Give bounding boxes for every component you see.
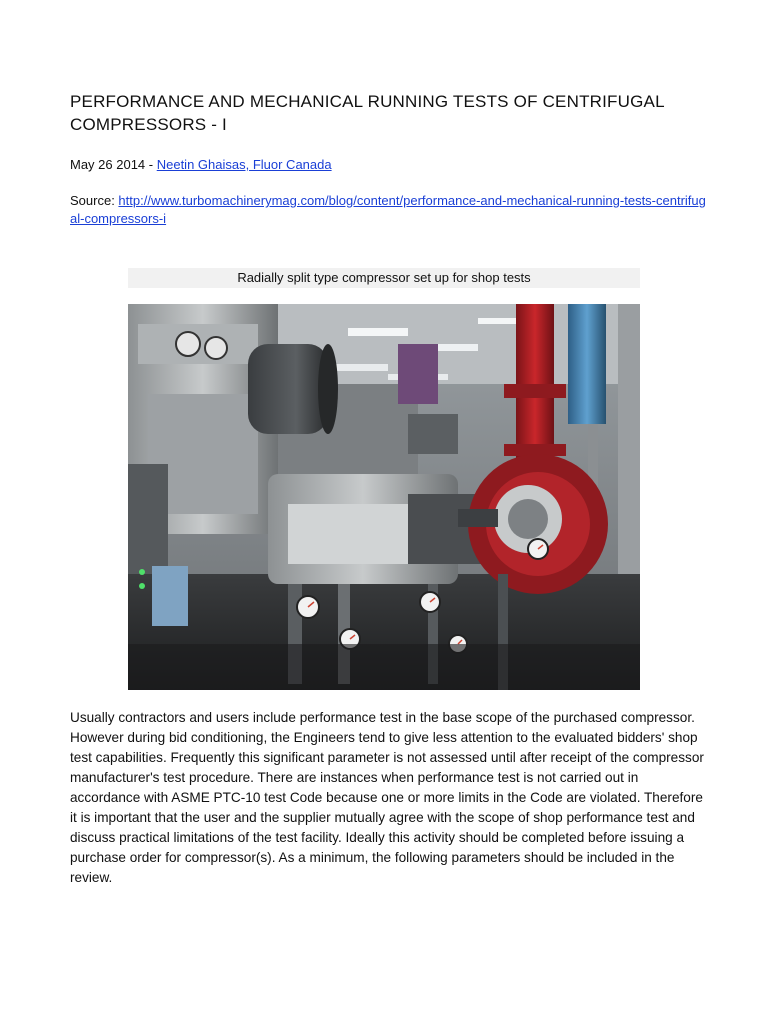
compressor-photo [128, 304, 640, 690]
source-url-link[interactable]: http://www.turbomachinerymag.com/blog/content/performance-and-mechanical-running-tests-centrifugal-compressors-i [70, 193, 706, 226]
article-body-paragraph: Usually contractors and users include performance test in the base scope of the purchased compressor. However during bid conditioning, the Engineers tend to give less attention to the evaluated bidders' shop test capabilities. Frequently this significant parameter is not assessed until after receipt of the compressor manufacturer's test procedure. There are instances when performance test is not carried out in accordance with ASME PTC-10 test Code because one or more limits in the Code are violated. Therefore it is important that the user and the supplier mutually agree with the scope of shop performance test and discuss practical limitations of the test facility. Ideally this activity should be completed before issuing a purchase order for compressor(s). As a minimum, the following parameters should be included in the review. [70, 710, 704, 885]
author-link[interactable]: Neetin Ghaisas, Fluor Canada [156, 157, 332, 172]
article-byline [70, 156, 710, 174]
article-date: May 26 2014 - [70, 157, 157, 172]
article-source [70, 192, 710, 228]
source-label: Source: [70, 193, 119, 208]
article-title: PERFORMANCE AND MECHANICAL RUNNING TESTS OF CENTRIFUGAL COMPRESSORS - I [70, 92, 665, 134]
figure-caption: Radially split type compressor set up for shop tests [128, 268, 640, 288]
